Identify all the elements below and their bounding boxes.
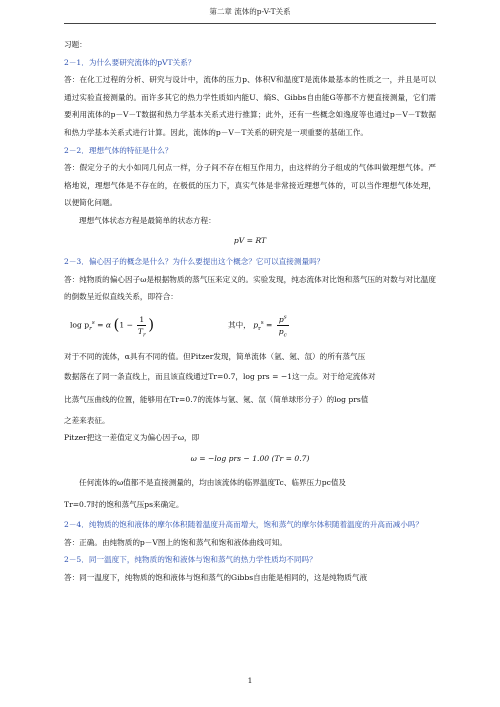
ps-symbol: p <box>278 314 284 324</box>
answer-2-3-line-c: 比蒸气压曲线的位置，能够用在Tr=0.7的流体与氩、氪、氙（简单球形分子）的log prs值 <box>64 394 369 404</box>
answer-2-3-line-b: 数据落在了同一条直线上，而且该直线通过Tr=0.7，log prs = −1这一点。对于给定流体对 <box>64 371 376 381</box>
omega-equation: ω = −log prs − 1.00 (Tr = 0.7) <box>190 453 310 463</box>
pc-sub: c <box>283 332 287 339</box>
page-content <box>64 36 436 587</box>
formula-close-paren: ) <box>148 315 155 334</box>
pr-sup: s <box>260 319 264 326</box>
header-rule <box>64 23 436 24</box>
answer-2-3-line-f: 任何流体的ω值都不是直接测量的，均由该流体的临界温度Tc、临界压力pc值及 <box>79 478 347 488</box>
pr-sub: r <box>258 325 261 332</box>
answer-2-5: 答：同一温度下，纯物质的饱和液体与饱和蒸气的Gibbs自由能是相同的，这是纯物质气液 <box>64 573 368 583</box>
eq-intro: 理想气体状态方程是最简单的状态方程： <box>79 215 216 225</box>
ps-sup: s <box>283 314 287 321</box>
question-2-4: 2－4．纯物质的饱和液体的摩尔体积随着温度升高而增大，饱和蒸气的摩尔体积随着温度的升高而减小吗？ <box>64 520 423 530</box>
pr-num <box>277 314 289 326</box>
formula-right: 其中， $p_r^s$ = $\frac{p^s}{p_c}$ <box>228 314 287 339</box>
formula-log: log p <box>70 320 90 330</box>
formula-fraction <box>137 314 146 337</box>
formula-where: 其中， <box>228 320 251 330</box>
answer-2-3-line-d: 之差来表征。 <box>64 415 110 425</box>
formula-one: 1 <box>119 320 125 330</box>
formula-left <box>70 314 154 337</box>
answer-2-3: 答：纯物质的偏心因子ω是根据物质的蒸气压来定义的。实验发现，纯态流体对比饱和蒸气压的对数与对比温度的倒数呈近似直线关系，即符合： <box>64 274 436 302</box>
question-2-3: 2－3．偏心因子的概念是什么？为什么要提出这个概念？它可以直接测量吗？ <box>64 257 325 267</box>
formula-open-paren: ( <box>113 315 120 334</box>
formula-minus: − <box>124 320 136 330</box>
page-number: 1 <box>247 676 253 685</box>
fraction-tr: T <box>137 326 143 336</box>
answer-2-1: 答：在化工过程的分析、研究与设计中，流体的压力p、体积V和温度T是流体最基本的性质之一，并且是可以通过实验直接测量的。而许多其它的热力学性质如内能U、熵S、Gibbs自由能G等都不方便直接测量，它们需要利用流体的p－V－T数据和热力学基本关系式进行推算；此外，还有一些概念如逸度等也通过p－V－T数据和热力学基本关系式进行计算。因此，流体的p－V－T关系的研究是一项重要的基础工作。 <box>64 75 436 137</box>
answer-2-3-line-a: 对于不同的流体，α具有不同的值。但Pitzer发现，简单流体（氩、氪、氙）的所有蒸气压 <box>64 351 366 361</box>
answer-2-2: 答：假定分子的大小如同几何点一样，分子间不存在相互作用力，由这样的分子组成的气体叫做理想气体。严格地说，理想气体是不存在的，在极低的压力下，真实气体是非常接近理想气体的，可以当作理想气体处理，以便简化问题。 <box>64 163 436 208</box>
question-2-2: 2－2．理想气体的特征是什么？ <box>64 145 173 155</box>
answer-2-3-line-e: Pitzer把这一差值定义为偏心因子ω，即 <box>64 433 200 443</box>
answer-2-3-line-g: Tr=0.7时的饱和蒸气压ps来确定。 <box>64 500 184 510</box>
formula-sup-s: s <box>91 319 95 326</box>
fraction-num: 1 <box>139 314 145 324</box>
vapor-pressure-formula <box>64 306 436 348</box>
pc-symbol: p <box>278 326 284 336</box>
pr-den <box>277 326 289 337</box>
formula-eq: = α <box>94 320 112 330</box>
formula-sub-r: r <box>89 325 92 332</box>
running-header: 第二章 流体的p-V-T关系 <box>209 7 291 16</box>
intro-label: 习题： <box>64 40 87 49</box>
fraction-den <box>137 326 146 337</box>
question-2-5: 2－5．同一温度下，纯物质的饱和液体与饱和蒸气的热力学性质均不同吗？ <box>64 555 317 565</box>
pr-fraction <box>277 314 289 337</box>
pr-symbol: p <box>253 320 259 330</box>
ideal-gas-equation: pV = RT <box>233 235 267 245</box>
fraction-sub-r: r <box>142 332 146 339</box>
answer-2-4: 答：正确。由纯物质的p－V图上的饱和蒸气和饱和液体曲线可知。 <box>64 537 287 547</box>
question-2-1: 2－1．为什么要研究流体的pVT关系？ <box>64 57 196 67</box>
